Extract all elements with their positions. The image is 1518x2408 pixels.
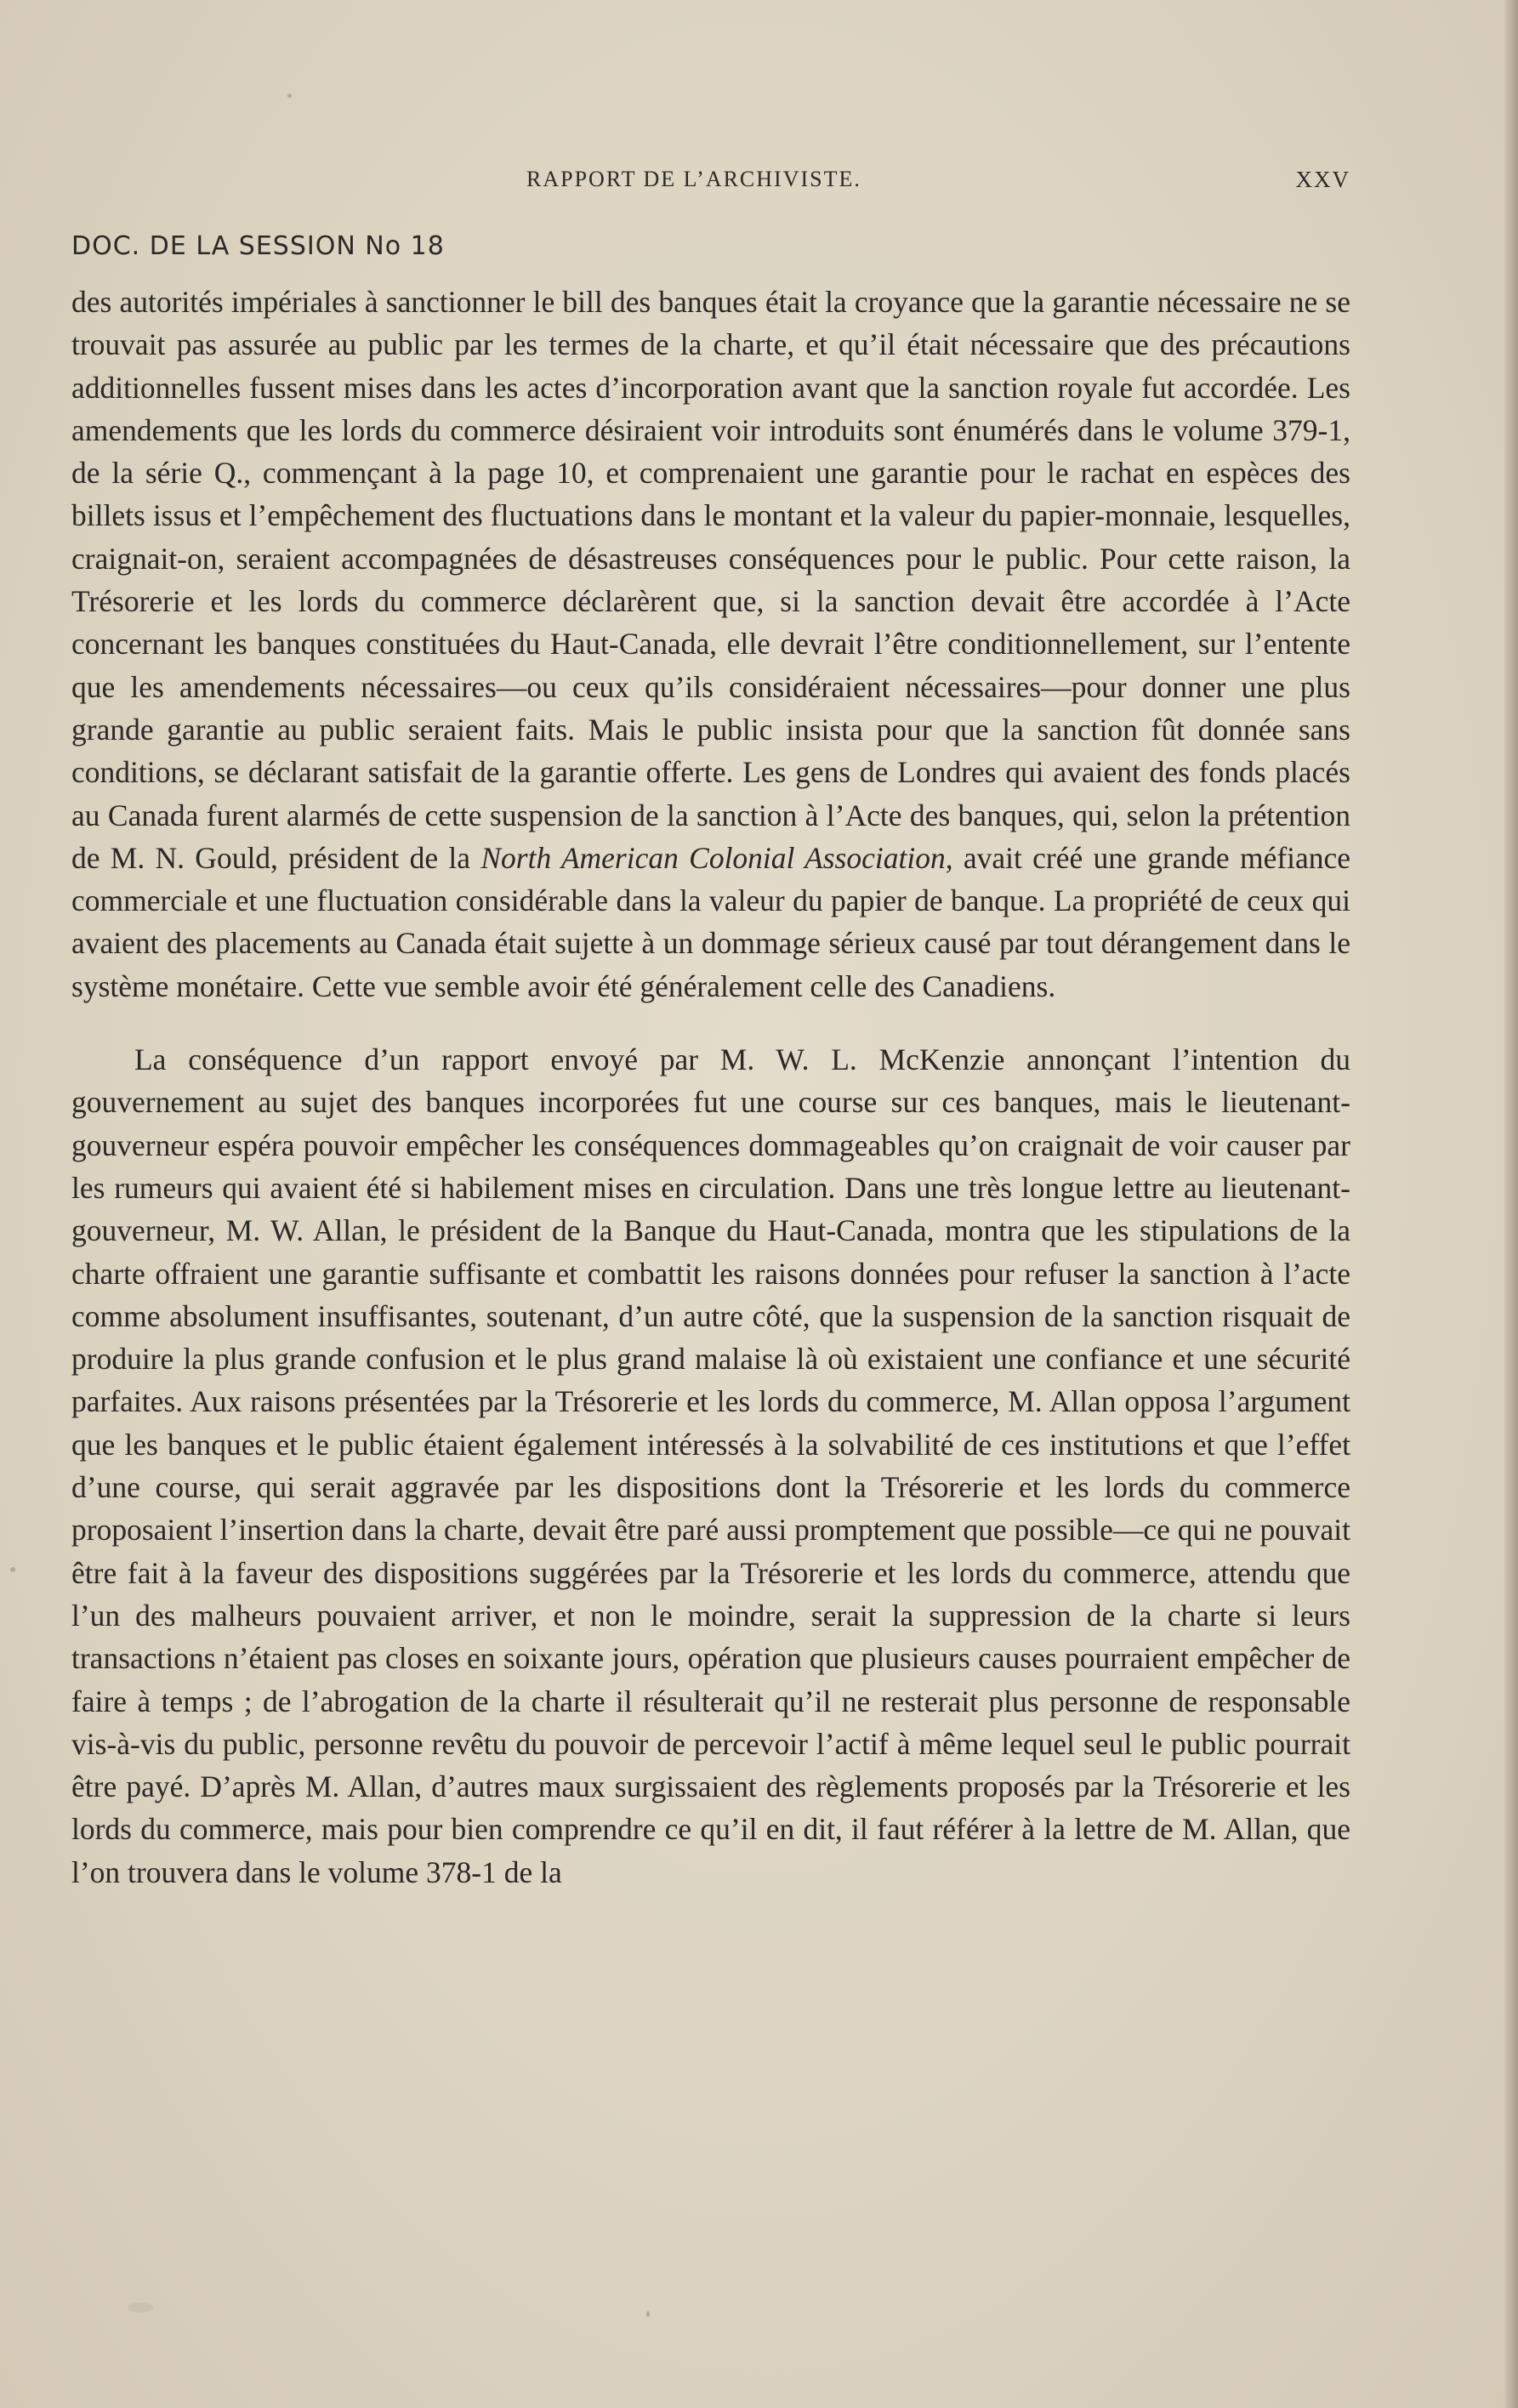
paragraph-1-end: avait créé une grande méfiance commerciale et une fluctuation considérable dans la valeur du papier de banque. La propriété de ceux qui avaient des placements au Canada était sujette à un dommage sérieux causé par tout dérangement dans le système monétaire. Cette vue semble avoir été généralement celle des Canadiens. xyxy=(71,840,1351,1003)
ink-speck xyxy=(646,2311,650,2317)
running-title: RAPPORT DE L’ARCHIVISTE. xyxy=(526,167,861,191)
ink-speck xyxy=(128,2303,153,2313)
page-number: XXV xyxy=(1295,167,1350,192)
page-edge-shadow xyxy=(1504,0,1518,2408)
body-text xyxy=(71,281,1350,1894)
paragraph-1 xyxy=(71,281,1350,1008)
session-document-label: DOC. DE LA SESSION No 18 xyxy=(71,231,445,261)
ink-speck xyxy=(287,94,292,98)
running-header xyxy=(70,167,1350,201)
association-name: North American Colonial Association, xyxy=(480,840,953,875)
ink-speck xyxy=(10,1567,15,1572)
paragraph-2: La conséquence d’un rapport envoyé par M. W. L. McKenzie annonçant l’intention du gouvernement au sujet des banques incorporées fut une course sur ces banques, mais le lieutenant-gouverneur espéra pouvoir empêcher les conséquences dommageables qu’on craignait de voir causer par les rumeurs qui avaient été si habilement mises en circulation. Dans une très longue lettre au lieutenant-gouverneur, M. W. Allan, le président de la Banque du Haut-Canada, montra que les stipulations de la charte offraient une garantie suffisante et combattit les raisons données pour refuser la sanction à l’acte comme absolument insuffisantes, soutenant, d’un autre côté, que la suspension de la sanction risquait de produire la plus grande confusion et le plus grand malaise là où existaient une confiance et une sécurité parfaites. Aux raisons présentées par la Trésorerie et les lords du commerce, M. Allan opposa l’argument que les banques et le public étaient également intéressés à la solvabilité de ces institutions et que l’effet d’une course, qui serait aggravée par les dispositions dont la Trésorerie et les lords du commerce proposaient l’insertion dans la charte, devait être paré aussi promptement que possible—ce qui ne pouvait être fait à la faveur des dispositions suggérées par la Trésorerie et les lords du commerce, attendu que l’un des malheurs pouvaient arriver, et non le moindre, serait la suppression de la charte si leurs transactions n’étaient pas closes en soixante jours, opération que plusieurs causes pourraient empêcher de faire à temps ; de l’abrogation de la charte il résulterait qu’il ne resterait plus personne de responsable vis-à-vis du public, personne revêtu du pouvoir de percevoir l’actif à même lequel seul le public pourrait être payé. D’après M. Allan, d’autres maux surgissaient des règlements proposés par la Trésorerie et les lords du commerce, mais pour bien comprendre ce qu’il en dit, il faut référer à la lettre de M. Allan, que l’on trouvera dans le volume 378-1 de la xyxy=(71,1042,1350,1889)
paragraph-1-text: des autorités impériales à sanctionner le bill des banques était la croyance que la garantie nécessaire ne se trouvait pas assurée au public par les termes de la charte, et qu’il était nécessaire que des précautions additionnelles fussent mises dans les actes d’incorporation avant que la sanction royale fut accordée. Les amendements que les lords du commerce désiraient voir introduits sont énumérés dans le volume 379-1, de la série Q., commençant à la page 10, et comprenaient une garantie pour le rachat en espèces des billets issus et l’empêchement des fluctuations dans le montant et la valeur du papier-monnaie, lesquelles, craignait-on, seraient accompagnées de désastreuses conséquences pour le public. Pour cette raison, la Trésorerie et les lords du commerce déclarèrent que, si la sanction devait être accordée à l’Acte concernant les banques constituées du Haut-Canada, elle devrait l’être conditionnellement, sur l’entente que les amendements nécessaires—ou ceux qu’ils considéraient nécessaires—pour donner une plus grande garantie au public seraient faits. Mais le public insista pour que la sanction fût donnée sans conditions, se déclarant satisfait de la garantie offerte. Les gens de Londres qui avaient des fonds placés au Canada furent alarmés de cette suspension de la sanction à l’Acte des banques, qui, selon la prétention de M. N. Gould, président de la xyxy=(71,285,1350,875)
